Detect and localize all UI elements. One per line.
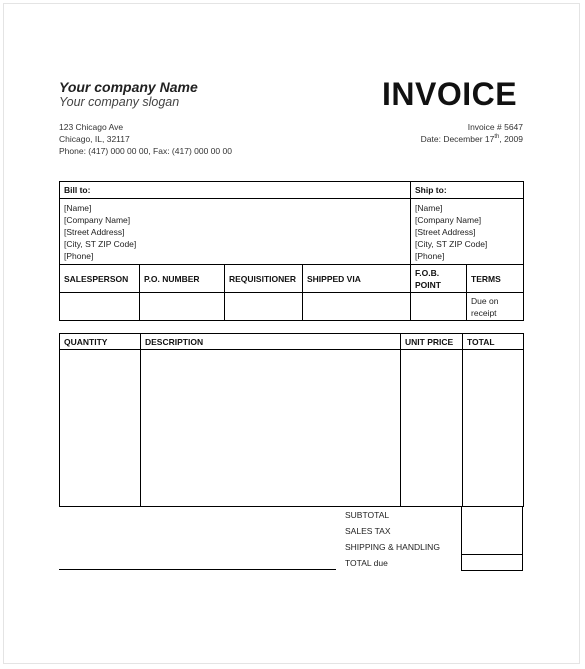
ship-to-street: [Street Address]	[415, 227, 476, 237]
description-cell[interactable]	[141, 350, 401, 507]
bill-to-phone: [Phone]	[64, 251, 94, 261]
shipped-via-value[interactable]	[303, 293, 411, 321]
invoice-title: INVOICE	[382, 76, 518, 112]
col-quantity: QUANTITY	[60, 334, 141, 350]
bill-to-street: [Street Address]	[64, 227, 125, 237]
company-name: Your company Name	[59, 79, 198, 95]
ship-to-company: [Company Name]	[415, 215, 482, 225]
invoice-date	[421, 134, 523, 144]
bill-to-block[interactable]	[60, 199, 411, 265]
ship-to-name: [Name]	[415, 203, 443, 213]
col-description: DESCRIPTION	[141, 334, 401, 350]
shipping-handling-label: SHIPPING & HANDLING	[345, 542, 440, 552]
invoice-date-prefix: Date: December 17	[420, 134, 495, 144]
sales-tax-label: SALES TAX	[345, 526, 391, 536]
po-number-value[interactable]	[140, 293, 225, 321]
company-slogan: Your company slogan	[59, 95, 180, 109]
col-shipped-via: SHIPPED VIA	[303, 265, 411, 293]
billing-shipping-table	[59, 181, 524, 321]
col-salesperson: SALESPERSON	[60, 265, 140, 293]
fob-point-value[interactable]	[411, 293, 467, 321]
unit-price-cell[interactable]	[401, 350, 463, 507]
col-po-number: P.O. NUMBER	[140, 265, 225, 293]
col-total: TOTAL	[463, 334, 524, 350]
company-address-line1: 123 Chicago Ave	[59, 122, 124, 132]
invoice-date-suffix: th	[494, 134, 500, 141]
invoice-date-year: , 2009	[499, 134, 523, 144]
bill-to-company: [Company Name]	[64, 215, 131, 225]
total-due-label: TOTAL due	[345, 558, 388, 568]
col-terms: TERMS	[467, 265, 524, 293]
col-requisitioner: REQUISITIONER	[225, 265, 303, 293]
ship-to-block[interactable]	[411, 199, 524, 265]
quantity-cell[interactable]	[60, 350, 141, 507]
bill-to-name: [Name]	[64, 203, 92, 213]
salesperson-value[interactable]	[60, 293, 140, 321]
totals-divider	[461, 554, 523, 555]
bill-to-label: Bill to:	[60, 182, 411, 199]
company-address-line2: Chicago, IL, 32117	[59, 134, 130, 144]
signature-line	[59, 569, 336, 570]
subtotal-label: SUBTOTAL	[345, 510, 390, 520]
ship-to-city: [City, ST ZIP Code]	[415, 239, 488, 249]
col-unit-price: UNIT PRICE	[401, 334, 463, 350]
totals-box[interactable]	[461, 506, 523, 571]
company-phone-fax: Phone: (417) 000 00 00, Fax: (417) 000 00 00	[59, 146, 232, 156]
invoice-number: Invoice # 5647	[467, 122, 523, 132]
total-cell[interactable]	[463, 350, 524, 507]
line-items-table	[59, 333, 524, 507]
col-fob-point: F.O.B. POINT	[411, 265, 467, 293]
ship-to-phone: [Phone]	[415, 251, 445, 261]
requisitioner-value[interactable]	[225, 293, 303, 321]
bill-to-city: [City, ST ZIP Code]	[64, 239, 137, 249]
ship-to-label: Ship to:	[411, 182, 524, 199]
terms-value[interactable]: Due on receipt	[467, 293, 524, 321]
